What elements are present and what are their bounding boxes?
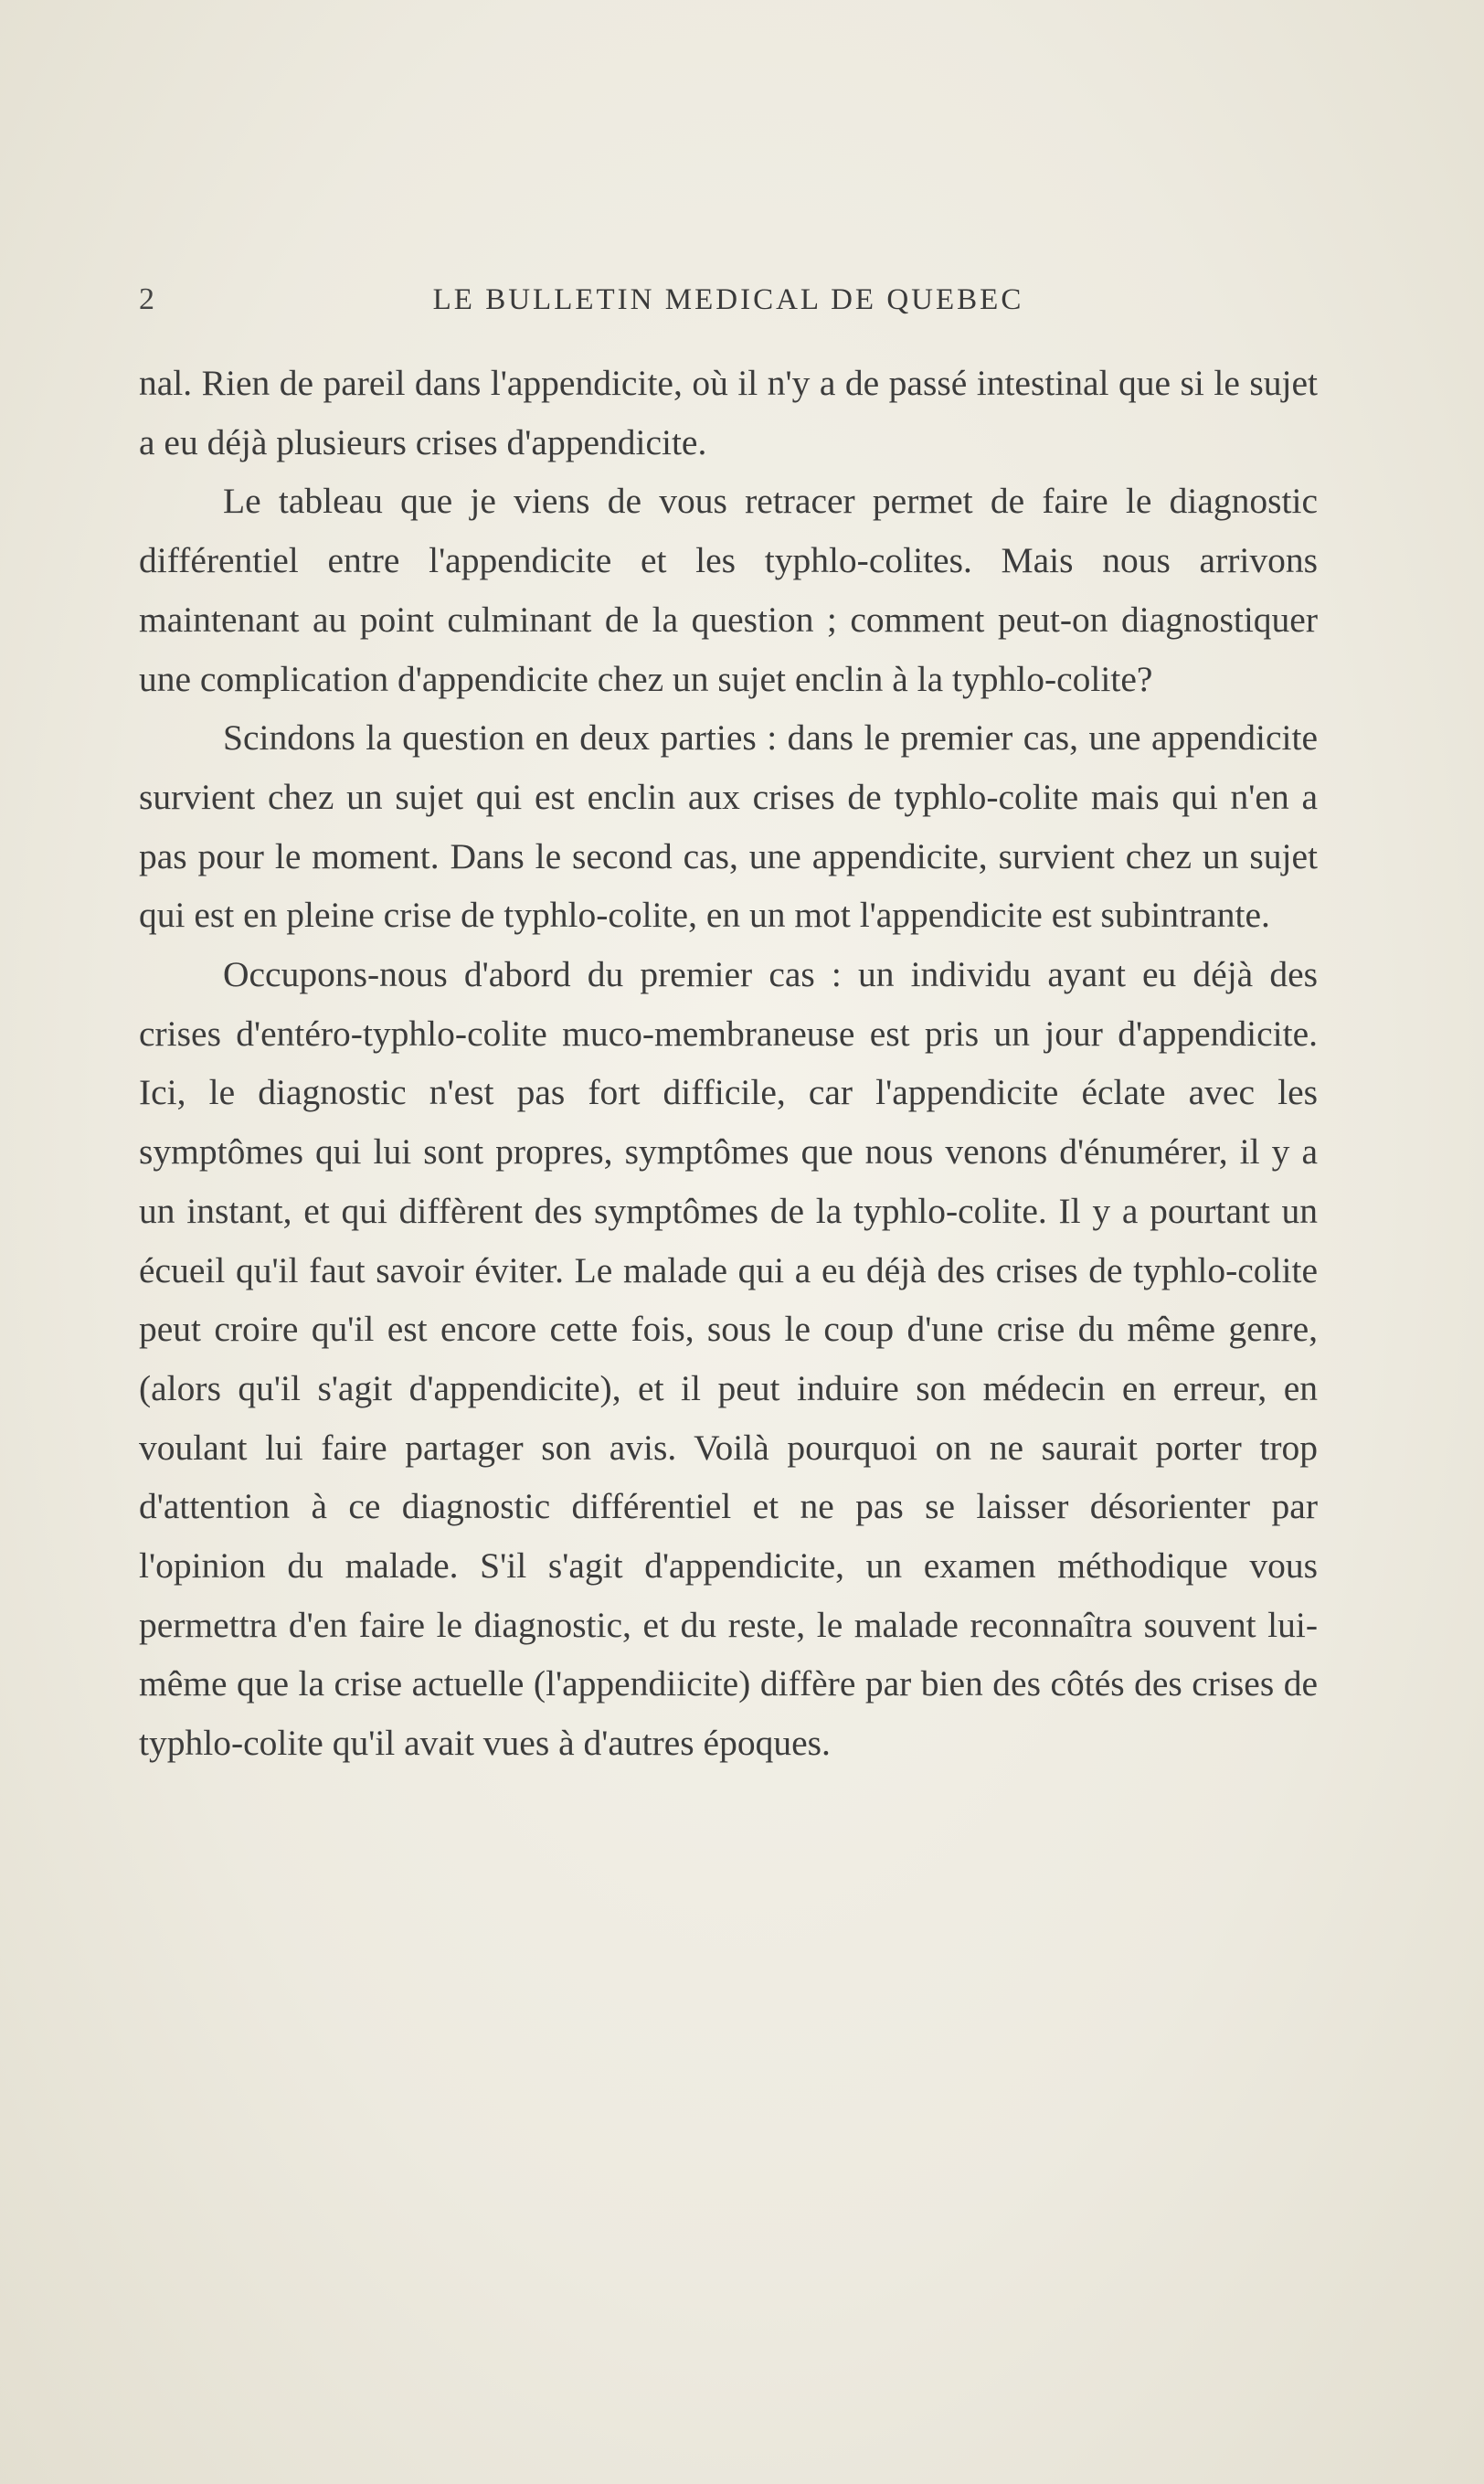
body-text	[139, 354, 1318, 1773]
page-number: 2	[139, 282, 154, 316]
paragraph-continuation: nal. Rien de pareil dans l'appendicite, où il n'y a de passé intestinal que si le sujet a eu déjà plusieurs crises d'appendicite.	[139, 363, 1318, 462]
running-head	[139, 274, 1318, 325]
journal-title: LE BULLETIN MEDICAL DE QUEBEC	[432, 283, 1024, 316]
paragraph: Le tableau que je viens de vous retracer permet de faire le diagnostic différentiel entre l'appendicite et les typhlo-colites. Mais nous arrivons maintenant au point culminant de la question ; comment peut-on diagnostiquer une complication d'appendicite chez un sujet enclin à la typhlo-colite?	[139, 481, 1318, 699]
paragraph: Scindons la question en deux parties : dans le premier cas, une appendicite survient chez un sujet qui est enclin aux crises de typhlo-colite mais qui n'en a pas pour le moment. Dans le second cas, une appendicite, survient chez un sujet qui est en pleine crise de typhlo-colite, en un mot l'appendicite est subintrante.	[139, 717, 1318, 936]
paragraph: Occupons-nous d'abord du premier cas : un individu ayant eu déjà des crises d'entéro-typhlo-colite muco-membraneuse est pris un jour d'appendicite. Ici, le diagnostic n'est pas fort difficile, car l'appendicite éclate avec les symptômes qui lui sont propres, symptômes que nous venons d'énumérer, il y a un instant, et qui diffèrent des symptômes de la typhlo-colite. Il y a pourtant un écueil qu'il faut savoir éviter. Le malade qui a eu déjà des crises de typhlo-colite peut croire qu'il est encore cette fois, sous le coup d'une crise du même genre, (alors qu'il s'agit d'appendicite), et il peut induire son médecin en erreur, en voulant lui faire partager son avis. Voilà pourquoi on ne saurait porter trop d'attention à ce diagnostic différentiel et ne pas se laisser désorienter par l'opinion du malade. S'il s'agit d'appendicite, un examen méthodique vous permettra d'en faire le diagnostic, et du reste, le malade reconnaîtra souvent lui-même que la crise actuelle (l'appendiicite) diffère par bien des côtés des crises de typhlo-colite qu'il avait vues à d'autres époques.	[139, 954, 1318, 1764]
